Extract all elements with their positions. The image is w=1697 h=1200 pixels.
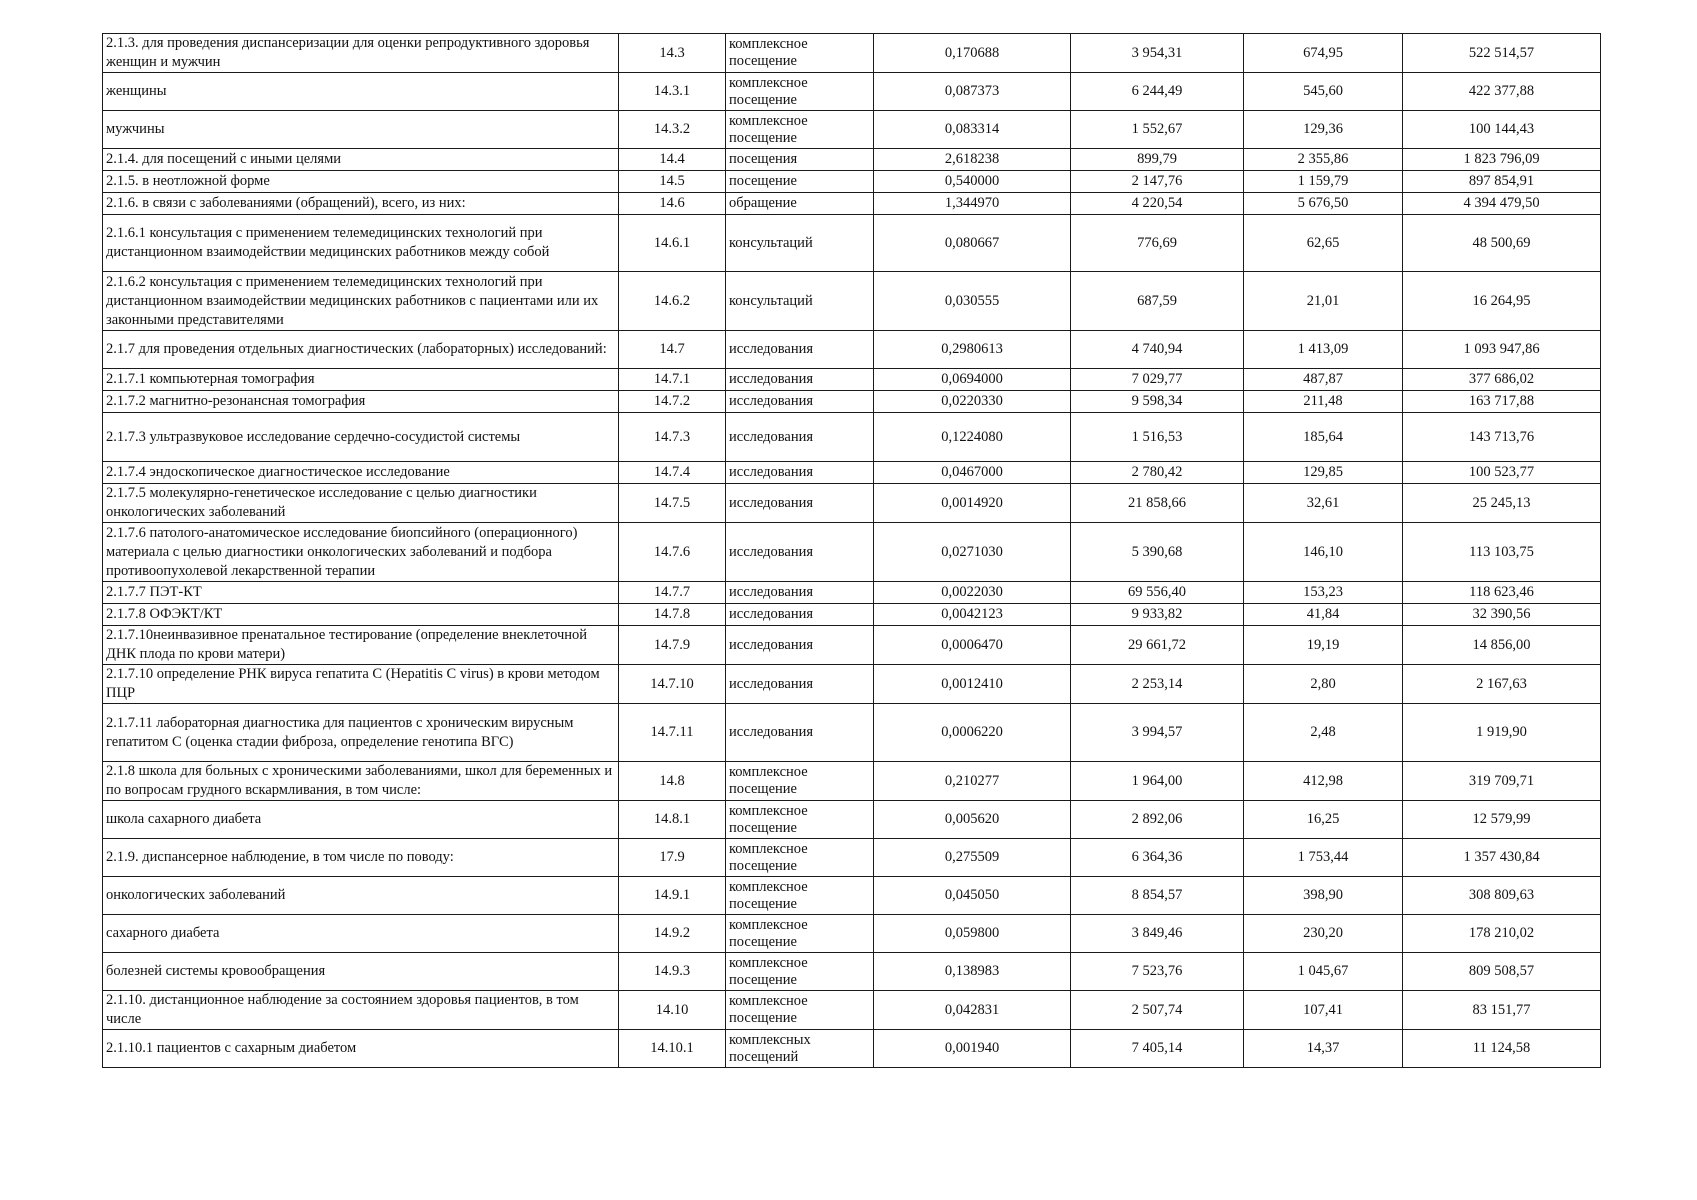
cell-norm: 0,0467000 bbox=[874, 462, 1071, 484]
cell-unit: исследования bbox=[726, 704, 874, 762]
cell-code: 14.7.11 bbox=[619, 704, 726, 762]
cell-name: 2.1.7.7 ПЭТ-КТ bbox=[103, 582, 619, 604]
cell-total: 897 854,91 bbox=[1403, 171, 1601, 193]
table-row bbox=[103, 149, 1601, 171]
cell-unit: исследования bbox=[726, 413, 874, 462]
cell-code: 14.7.7 bbox=[619, 582, 726, 604]
cell-total: 143 713,76 bbox=[1403, 413, 1601, 462]
cell-per-capita: 412,98 bbox=[1244, 762, 1403, 801]
cell-cost: 7 405,14 bbox=[1071, 1030, 1244, 1068]
cell-unit: обращение bbox=[726, 193, 874, 215]
cell-unit: исследования bbox=[726, 331, 874, 369]
table-row bbox=[103, 391, 1601, 413]
cell-norm: 0,210277 bbox=[874, 762, 1071, 801]
cell-total: 14 856,00 bbox=[1403, 626, 1601, 665]
cell-norm: 0,083314 bbox=[874, 111, 1071, 149]
cell-norm: 0,540000 bbox=[874, 171, 1071, 193]
cell-norm: 1,344970 bbox=[874, 193, 1071, 215]
cell-name: 2.1.3. для проведения диспансеризации для оценки репродуктивного здоровья женщин и мужчин bbox=[103, 34, 619, 73]
cell-code: 14.7.6 bbox=[619, 523, 726, 582]
cell-code: 14.7.5 bbox=[619, 484, 726, 523]
cell-per-capita: 2,80 bbox=[1244, 665, 1403, 704]
cell-total: 100 144,43 bbox=[1403, 111, 1601, 149]
cell-name: 2.1.7.1 компьютерная томография bbox=[103, 369, 619, 391]
table-row bbox=[103, 877, 1601, 915]
cell-total: 308 809,63 bbox=[1403, 877, 1601, 915]
cell-cost: 899,79 bbox=[1071, 149, 1244, 171]
cell-name: 2.1.6. в связи с заболеваниями (обращений), всего, из них: bbox=[103, 193, 619, 215]
table-row bbox=[103, 762, 1601, 801]
cell-total: 83 151,77 bbox=[1403, 991, 1601, 1030]
cell-unit: комплексное посещение bbox=[726, 801, 874, 839]
cell-cost: 21 858,66 bbox=[1071, 484, 1244, 523]
cell-name: сахарного диабета bbox=[103, 915, 619, 953]
table-row bbox=[103, 171, 1601, 193]
cell-per-capita: 545,60 bbox=[1244, 73, 1403, 111]
cell-code: 14.7.9 bbox=[619, 626, 726, 665]
cell-total: 113 103,75 bbox=[1403, 523, 1601, 582]
table-row bbox=[103, 915, 1601, 953]
cell-norm: 0,045050 bbox=[874, 877, 1071, 915]
cell-total: 16 264,95 bbox=[1403, 272, 1601, 331]
cell-name: 2.1.9. диспансерное наблюдение, в том числе по поводу: bbox=[103, 839, 619, 877]
cell-unit: посещение bbox=[726, 171, 874, 193]
cell-per-capita: 230,20 bbox=[1244, 915, 1403, 953]
cell-norm: 2,618238 bbox=[874, 149, 1071, 171]
cell-name: 2.1.4. для посещений с иными целями bbox=[103, 149, 619, 171]
cell-unit: комплексное посещение bbox=[726, 953, 874, 991]
table-row bbox=[103, 523, 1601, 582]
cell-norm: 0,080667 bbox=[874, 215, 1071, 272]
cell-norm: 0,0006470 bbox=[874, 626, 1071, 665]
cell-code: 14.7.3 bbox=[619, 413, 726, 462]
cell-unit: комплексное посещение bbox=[726, 34, 874, 73]
cell-per-capita: 62,65 bbox=[1244, 215, 1403, 272]
table-row bbox=[103, 704, 1601, 762]
cell-name: 2.1.7.3 ультразвуковое исследование сердечно-сосудистой системы bbox=[103, 413, 619, 462]
cell-norm: 0,0012410 bbox=[874, 665, 1071, 704]
document-page bbox=[102, 33, 1601, 1068]
table-row bbox=[103, 582, 1601, 604]
cell-per-capita: 1 045,67 bbox=[1244, 953, 1403, 991]
cell-code: 14.6.1 bbox=[619, 215, 726, 272]
cell-code: 14.6.2 bbox=[619, 272, 726, 331]
cell-per-capita: 21,01 bbox=[1244, 272, 1403, 331]
cell-cost: 9 598,34 bbox=[1071, 391, 1244, 413]
cell-norm: 0,042831 bbox=[874, 991, 1071, 1030]
cell-cost: 69 556,40 bbox=[1071, 582, 1244, 604]
cell-total: 1 823 796,09 bbox=[1403, 149, 1601, 171]
table-row bbox=[103, 111, 1601, 149]
cell-cost: 3 954,31 bbox=[1071, 34, 1244, 73]
cell-cost: 7 523,76 bbox=[1071, 953, 1244, 991]
cell-code: 14.7.8 bbox=[619, 604, 726, 626]
cell-code: 14.3.1 bbox=[619, 73, 726, 111]
table-row bbox=[103, 665, 1601, 704]
cell-per-capita: 19,19 bbox=[1244, 626, 1403, 665]
cell-name: мужчины bbox=[103, 111, 619, 149]
cell-per-capita: 129,85 bbox=[1244, 462, 1403, 484]
cell-norm: 0,275509 bbox=[874, 839, 1071, 877]
cell-unit: исследования bbox=[726, 523, 874, 582]
cell-per-capita: 1 753,44 bbox=[1244, 839, 1403, 877]
cell-name: 2.1.7.10 определение РНК вируса гепатита С (Hepatitis C virus) в крови методом ПЦР bbox=[103, 665, 619, 704]
table-row bbox=[103, 604, 1601, 626]
cell-code: 14.5 bbox=[619, 171, 726, 193]
cell-cost: 1 552,67 bbox=[1071, 111, 1244, 149]
cell-total: 319 709,71 bbox=[1403, 762, 1601, 801]
cell-norm: 0,0006220 bbox=[874, 704, 1071, 762]
cell-norm: 0,2980613 bbox=[874, 331, 1071, 369]
cell-cost: 1 516,53 bbox=[1071, 413, 1244, 462]
cell-norm: 0,0694000 bbox=[874, 369, 1071, 391]
cell-unit: исследования bbox=[726, 604, 874, 626]
cell-per-capita: 1 413,09 bbox=[1244, 331, 1403, 369]
cell-total: 11 124,58 bbox=[1403, 1030, 1601, 1068]
cell-name: 2.1.10. дистанционное наблюдение за состоянием здоровья пациентов, в том числе bbox=[103, 991, 619, 1030]
cell-unit: исследования bbox=[726, 665, 874, 704]
cell-cost: 29 661,72 bbox=[1071, 626, 1244, 665]
cell-total: 12 579,99 bbox=[1403, 801, 1601, 839]
cell-unit: консультаций bbox=[726, 272, 874, 331]
cell-name: 2.1.7.8 ОФЭКТ/КТ bbox=[103, 604, 619, 626]
cell-norm: 0,005620 bbox=[874, 801, 1071, 839]
table-row bbox=[103, 626, 1601, 665]
cell-total: 32 390,56 bbox=[1403, 604, 1601, 626]
table-row bbox=[103, 839, 1601, 877]
cell-cost: 3 994,57 bbox=[1071, 704, 1244, 762]
cell-total: 809 508,57 bbox=[1403, 953, 1601, 991]
table-row bbox=[103, 801, 1601, 839]
cell-unit: комплексное посещение bbox=[726, 839, 874, 877]
cell-per-capita: 107,41 bbox=[1244, 991, 1403, 1030]
cell-name: 2.1.7 для проведения отдельных диагностических (лабораторных) исследований: bbox=[103, 331, 619, 369]
cell-total: 522 514,57 bbox=[1403, 34, 1601, 73]
cell-norm: 0,0022030 bbox=[874, 582, 1071, 604]
cell-norm: 0,0042123 bbox=[874, 604, 1071, 626]
cell-cost: 776,69 bbox=[1071, 215, 1244, 272]
cell-name: онкологических заболеваний bbox=[103, 877, 619, 915]
cell-per-capita: 2 355,86 bbox=[1244, 149, 1403, 171]
cell-code: 14.3 bbox=[619, 34, 726, 73]
cell-norm: 0,030555 bbox=[874, 272, 1071, 331]
cell-code: 17.9 bbox=[619, 839, 726, 877]
cell-cost: 9 933,82 bbox=[1071, 604, 1244, 626]
cell-total: 1 093 947,86 bbox=[1403, 331, 1601, 369]
cell-name: 2.1.7.2 магнитно-резонансная томография bbox=[103, 391, 619, 413]
cell-cost: 2 253,14 bbox=[1071, 665, 1244, 704]
cell-cost: 2 507,74 bbox=[1071, 991, 1244, 1030]
cell-per-capita: 16,25 bbox=[1244, 801, 1403, 839]
cell-code: 14.7.4 bbox=[619, 462, 726, 484]
table-row bbox=[103, 953, 1601, 991]
table-row bbox=[103, 991, 1601, 1030]
cell-per-capita: 2,48 bbox=[1244, 704, 1403, 762]
cell-cost: 6 364,36 bbox=[1071, 839, 1244, 877]
cell-cost: 6 244,49 bbox=[1071, 73, 1244, 111]
cell-norm: 0,059800 bbox=[874, 915, 1071, 953]
cell-code: 14.7.10 bbox=[619, 665, 726, 704]
cell-code: 14.10 bbox=[619, 991, 726, 1030]
cell-total: 377 686,02 bbox=[1403, 369, 1601, 391]
cell-name: 2.1.7.5 молекулярно-генетическое исследование с целью диагностики онкологических заболеваний bbox=[103, 484, 619, 523]
cell-code: 14.3.2 bbox=[619, 111, 726, 149]
cell-cost: 3 849,46 bbox=[1071, 915, 1244, 953]
table-row bbox=[103, 369, 1601, 391]
table-row bbox=[103, 73, 1601, 111]
cell-name: 2.1.5. в неотложной форме bbox=[103, 171, 619, 193]
cell-code: 14.6 bbox=[619, 193, 726, 215]
cell-norm: 0,0014920 bbox=[874, 484, 1071, 523]
cell-per-capita: 32,61 bbox=[1244, 484, 1403, 523]
cell-norm: 0,0271030 bbox=[874, 523, 1071, 582]
cell-norm: 0,0220330 bbox=[874, 391, 1071, 413]
cell-name: 2.1.7.10неинвазивное пренатальное тестирование (определение внеклеточной ДНК плода по крови матери) bbox=[103, 626, 619, 665]
table-row bbox=[103, 193, 1601, 215]
cell-name: женщины bbox=[103, 73, 619, 111]
table-row bbox=[103, 215, 1601, 272]
cell-total: 2 167,63 bbox=[1403, 665, 1601, 704]
cell-code: 14.9.3 bbox=[619, 953, 726, 991]
cell-code: 14.8.1 bbox=[619, 801, 726, 839]
cell-cost: 5 390,68 bbox=[1071, 523, 1244, 582]
cell-unit: исследования bbox=[726, 582, 874, 604]
table-row bbox=[103, 1030, 1601, 1068]
cell-per-capita: 185,64 bbox=[1244, 413, 1403, 462]
cell-name: 2.1.7.6 патолого-анатомическое исследование биопсийного (операционного) материала с целью диагностики онкологических заболеваний и подбора противоопухолевой лекарственной терапии bbox=[103, 523, 619, 582]
cell-unit: комплексное посещение bbox=[726, 915, 874, 953]
cell-name: 2.1.7.4 эндоскопическое диагностическое исследование bbox=[103, 462, 619, 484]
cell-norm: 0,170688 bbox=[874, 34, 1071, 73]
cell-unit: исследования bbox=[726, 462, 874, 484]
cell-per-capita: 146,10 bbox=[1244, 523, 1403, 582]
cell-name: 2.1.6.1 консультация с применением телемедицинских технологий при дистанционном взаимодействии медицинских работников между собой bbox=[103, 215, 619, 272]
cell-cost: 4 740,94 bbox=[1071, 331, 1244, 369]
cell-per-capita: 487,87 bbox=[1244, 369, 1403, 391]
cell-name: 2.1.7.11 лабораторная диагностика для пациентов с хроническим вирусным гепатитом С (оценка стадии фиброза, определение генотипа ВГС) bbox=[103, 704, 619, 762]
cell-total: 118 623,46 bbox=[1403, 582, 1601, 604]
cell-total: 178 210,02 bbox=[1403, 915, 1601, 953]
cell-per-capita: 674,95 bbox=[1244, 34, 1403, 73]
cell-cost: 687,59 bbox=[1071, 272, 1244, 331]
cell-code: 14.9.2 bbox=[619, 915, 726, 953]
cell-cost: 7 029,77 bbox=[1071, 369, 1244, 391]
cell-per-capita: 41,84 bbox=[1244, 604, 1403, 626]
cell-per-capita: 398,90 bbox=[1244, 877, 1403, 915]
cell-unit: исследования bbox=[726, 369, 874, 391]
cell-norm: 0,1224080 bbox=[874, 413, 1071, 462]
cell-code: 14.10.1 bbox=[619, 1030, 726, 1068]
cell-name: 2.1.10.1 пациентов с сахарным диабетом bbox=[103, 1030, 619, 1068]
table-row bbox=[103, 462, 1601, 484]
cell-unit: исследования bbox=[726, 484, 874, 523]
cell-per-capita: 211,48 bbox=[1244, 391, 1403, 413]
cell-total: 48 500,69 bbox=[1403, 215, 1601, 272]
cell-name: 2.1.6.2 консультация с применением телемедицинских технологий при дистанционном взаимодействии медицинских работников с пациентами или их законными представителями bbox=[103, 272, 619, 331]
cell-total: 1 357 430,84 bbox=[1403, 839, 1601, 877]
cell-cost: 1 964,00 bbox=[1071, 762, 1244, 801]
cell-name: болезней системы кровообращения bbox=[103, 953, 619, 991]
cell-unit: комплексных посещений bbox=[726, 1030, 874, 1068]
cell-norm: 0,001940 bbox=[874, 1030, 1071, 1068]
cell-per-capita: 153,23 bbox=[1244, 582, 1403, 604]
cell-unit: исследования bbox=[726, 626, 874, 665]
data-table bbox=[102, 33, 1601, 1068]
cell-unit: комплексное посещение bbox=[726, 762, 874, 801]
table-row bbox=[103, 331, 1601, 369]
cell-norm: 0,138983 bbox=[874, 953, 1071, 991]
cell-per-capita: 1 159,79 bbox=[1244, 171, 1403, 193]
cell-cost: 2 780,42 bbox=[1071, 462, 1244, 484]
cell-total: 422 377,88 bbox=[1403, 73, 1601, 111]
cell-code: 14.4 bbox=[619, 149, 726, 171]
cell-per-capita: 14,37 bbox=[1244, 1030, 1403, 1068]
cell-per-capita: 5 676,50 bbox=[1244, 193, 1403, 215]
cell-total: 1 919,90 bbox=[1403, 704, 1601, 762]
table-row bbox=[103, 272, 1601, 331]
cell-code: 14.7.1 bbox=[619, 369, 726, 391]
cell-unit: комплексное посещение bbox=[726, 111, 874, 149]
table-row bbox=[103, 34, 1601, 73]
cell-unit: комплексное посещение bbox=[726, 991, 874, 1030]
cell-cost: 2 147,76 bbox=[1071, 171, 1244, 193]
cell-per-capita: 129,36 bbox=[1244, 111, 1403, 149]
cell-total: 100 523,77 bbox=[1403, 462, 1601, 484]
cell-unit: консультаций bbox=[726, 215, 874, 272]
cell-cost: 2 892,06 bbox=[1071, 801, 1244, 839]
table-row bbox=[103, 484, 1601, 523]
cell-code: 14.9.1 bbox=[619, 877, 726, 915]
table-row bbox=[103, 413, 1601, 462]
cell-total: 163 717,88 bbox=[1403, 391, 1601, 413]
cell-unit: посещения bbox=[726, 149, 874, 171]
cell-cost: 4 220,54 bbox=[1071, 193, 1244, 215]
cell-code: 14.7.2 bbox=[619, 391, 726, 413]
cell-cost: 8 854,57 bbox=[1071, 877, 1244, 915]
cell-name: 2.1.8 школа для больных с хроническими заболеваниями, школ для беременных и по вопросам грудного вскармливания, в том числе: bbox=[103, 762, 619, 801]
cell-code: 14.7 bbox=[619, 331, 726, 369]
cell-code: 14.8 bbox=[619, 762, 726, 801]
cell-unit: исследования bbox=[726, 391, 874, 413]
cell-name: школа сахарного диабета bbox=[103, 801, 619, 839]
cell-unit: комплексное посещение bbox=[726, 877, 874, 915]
cell-total: 25 245,13 bbox=[1403, 484, 1601, 523]
cell-total: 4 394 479,50 bbox=[1403, 193, 1601, 215]
cell-unit: комплексное посещение bbox=[726, 73, 874, 111]
cell-norm: 0,087373 bbox=[874, 73, 1071, 111]
